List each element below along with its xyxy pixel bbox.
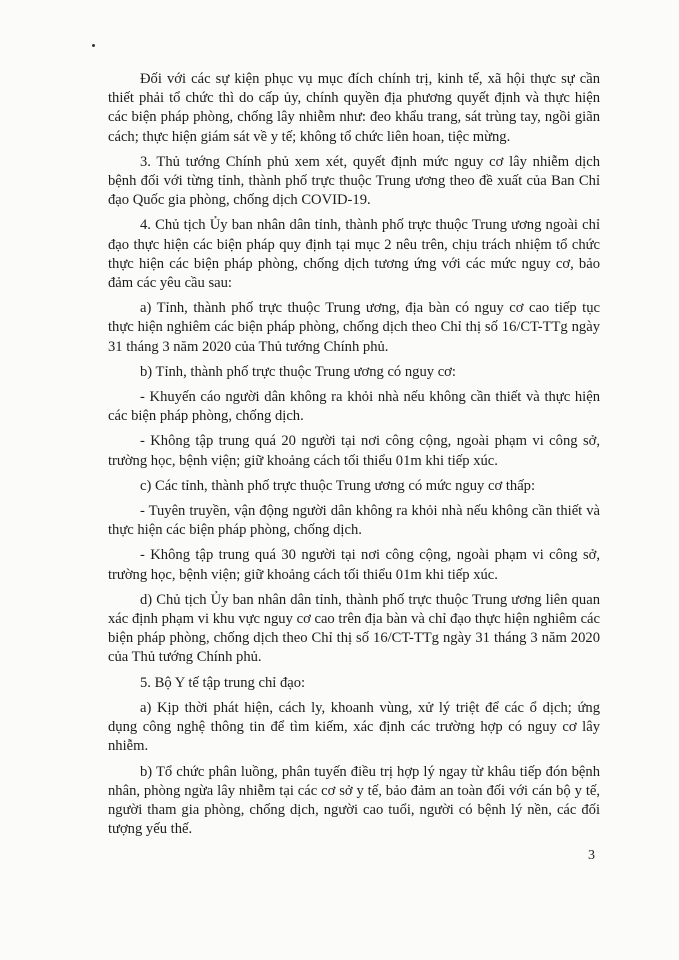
paragraph-item-5a: a) Kịp thời phát hiện, cách ly, khoanh vùng, xử lý triệt để các ổ dịch; ứng dụng công nghệ thông tin để tìm kiếm, xác định các trường hợp có nguy cơ lây nhiễm. [108,699,600,755]
paragraph-item-4: 4. Chủ tịch Ủy ban nhân dân tỉnh, thành phố trực thuộc Trung ương ngoài chỉ đạo thực hiện các biện pháp quy định tại mục 2 nêu trên, chịu trách nhiệm tổ chức thực hiện các biện pháp phòng, chống dịch tương ứng với các mức nguy cơ, bảo đảm các yêu cầu sau: [108,217,600,292]
page-number: 3 [588,848,595,863]
paragraph-item-4a: a) Tỉnh, thành phố trực thuộc Trung ương, địa bàn có nguy cơ cao tiếp tục thực hiện nghiêm các biện pháp phòng, chống dịch theo Chỉ thị số 16/CT-TTg ngày 31 tháng 3 năm 2020 của Thủ tướng Chính phủ. [108,300,600,355]
paragraph-item-4b: b) Tỉnh, thành phố trực thuộc Trung ương có nguy cơ: [140,363,456,380]
paragraph-item-4b-bullet-1: - Khuyến cáo người dân không ra khỏi nhà nếu không cần thiết và thực hiện các biện pháp phòng, chống dịch. [108,389,600,425]
paragraph-intro-events: Đối với các sự kiện phục vụ mục đích chính trị, kinh tế, xã hội thực sự cần thiết phải tổ chức thì do cấp ủy, chính quyền địa phương quyết định và thực hiện các biện pháp phòng, chống lây nhiễm như: đeo khẩu trang, sát trùng tay, ngồi giãn cách; thực hiện giám sát về y tế; không tổ chức liên hoan, tiệc mừng. [108,71,600,145]
paragraph-item-4b-bullet-2: - Không tập trung quá 20 người tại nơi công cộng, ngoài phạm vi công sở, trường học, bệnh viện; giữ khoảng cách tối thiểu 01m khi tiếp xúc. [108,433,600,469]
paragraph-item-4d: d) Chủ tịch Ủy ban nhân dân tỉnh, thành phố trực thuộc Trung ương liên quan xác định phạm vi khu vực nguy cơ cao trên địa bàn và chỉ đạo thực hiện nghiêm các biện pháp phòng, chống dịch theo Chỉ thị số 16/CT-TTg ngày 31 tháng 3 năm 2020 của Thủ tướng Chính phủ. [108,591,600,666]
document-body [108,70,600,845]
paragraph-item-5: 5. Bộ Y tế tập trung chỉ đạo: [140,674,306,691]
paragraph-item-4c-bullet-1: - Tuyên truyền, vận động người dân không ra khỏi nhà nếu không cần thiết và thực hiện các biện pháp phòng, chống dịch. [108,503,600,539]
paragraph-item-4c-bullet-2: - Không tập trung quá 30 người tại nơi công cộng, ngoài phạm vi công sở, trường học, bệnh viện; giữ khoảng cách tối thiểu 01m khi tiếp xúc. [108,547,600,583]
paragraph-item-5b: b) Tổ chức phân luồng, phân tuyến điều trị hợp lý ngay từ khâu tiếp đón bệnh nhân, phòng ngừa lây nhiễm tại các cơ sở y tế, bảo đảm an toàn đối với cán bộ y tế, người tham gia phòng, chống dịch, người cao tuổi, người có bệnh lý nền, các đối tượng yếu thế. [108,763,600,838]
paragraph-item-3: 3. Thủ tướng Chính phủ xem xét, quyết định mức nguy cơ lây nhiễm dịch bệnh đối với từng tỉnh, thành phố trực thuộc Trung ương theo đề xuất của Ban Chỉ đạo Quốc gia phòng, chống dịch COVID-19. [108,153,600,209]
paragraph-item-4c: c) Các tỉnh, thành phố trực thuộc Trung ương có mức nguy cơ thấp: [140,477,536,494]
scan-speck [92,44,95,47]
